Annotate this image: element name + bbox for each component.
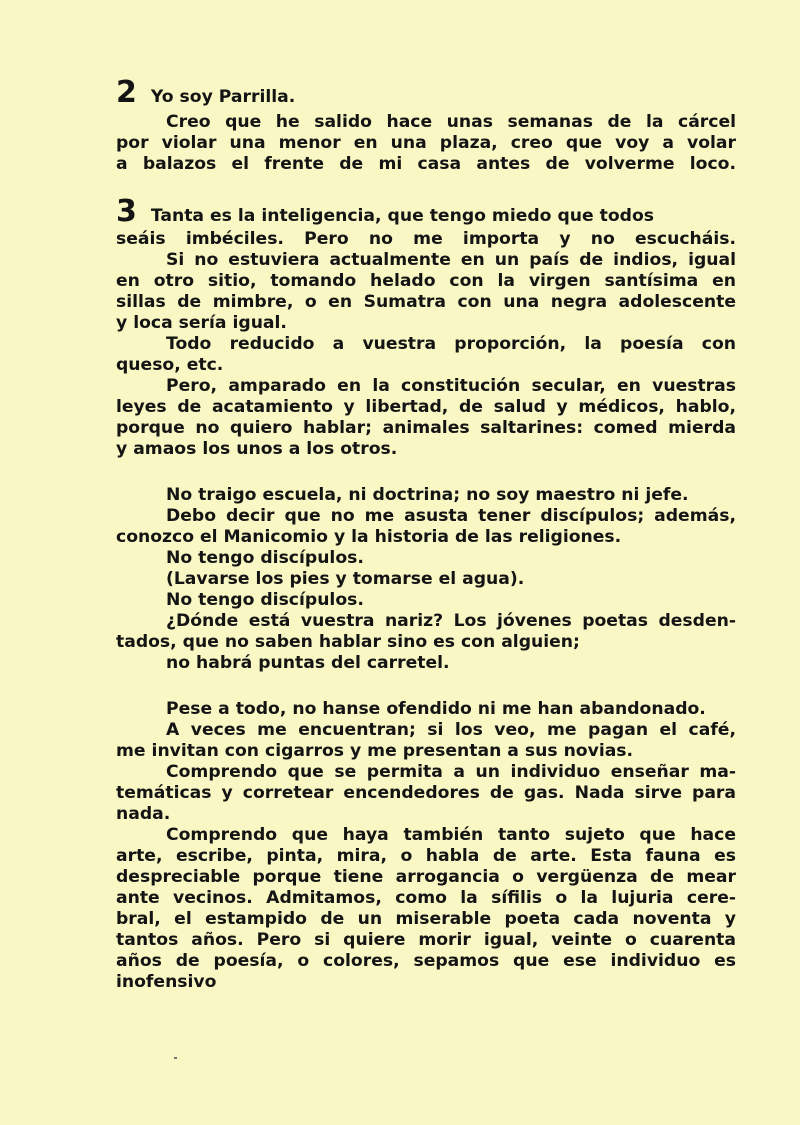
section-2-heading-line: [116, 74, 736, 112]
text-line: tados, que no saben hablar sino es con alguien;: [116, 632, 580, 652]
paper-speck: [174, 1057, 177, 1059]
text-line: No traigo escuela, ni doctrina; no soy maestro ni jefe.: [166, 485, 689, 505]
text-line: despreciable porque tiene arrogancia o vergüenza de mear: [116, 867, 736, 887]
text-line: A veces me encuentran; si los veo, me pagan el café,: [166, 720, 736, 740]
section-heading: Tanta es la inteligencia, que tengo miedo que todos: [150, 206, 655, 226]
text-line: nada.: [116, 804, 171, 824]
text-line: me invitan con cigarros y me presentan a sus novias.: [116, 741, 634, 761]
paragraph-block-2: [116, 485, 736, 674]
text-line: años de poesía, o colores, sepamos que ese individuo es: [116, 951, 736, 971]
poem-text: [116, 74, 736, 993]
text-line: Creo que he salido hace unas semanas de la cárcel: [166, 112, 736, 132]
text-line: queso, etc.: [116, 355, 224, 375]
text-line: Si no estuviera actualmente en un país de indios, igual: [166, 250, 736, 270]
text-line: no habrá puntas del carretel.: [166, 653, 450, 673]
paragraph-gap: [116, 674, 736, 699]
text-line: bral, el estampido de un miserable poeta cada noventa y: [116, 909, 736, 929]
text-line: conozco el Manicomio y la historia de las religiones.: [116, 527, 622, 547]
text-line: Debo decir que no me asusta tener discípulos; además,: [166, 506, 736, 526]
text-line: (Lavarse los pies y tomarse el agua).: [166, 569, 525, 589]
text-line: No tengo discípulos.: [166, 548, 364, 568]
paragraph-gap: [116, 460, 736, 485]
text-line: Pero, amparado en la constitución secular, en vuestras: [166, 376, 736, 396]
text-line: en otro sitio, tomando helado con la virgen santísima en: [116, 271, 736, 291]
text-line: No tengo discípulos.: [166, 590, 364, 610]
text-line: porque no quiero hablar; animales saltarines: comed mierda: [116, 418, 736, 438]
text-line: ante vecinos. Admitamos, como la sífilis o la lujuria cere-: [116, 888, 736, 908]
section-2: [116, 74, 736, 175]
section-3: [116, 195, 736, 460]
text-line: seáis imbéciles. Pero no me importa y no escucháis.: [116, 229, 736, 249]
text-line: arte, escribe, pinta, mira, o habla de arte. Esta fauna es: [116, 846, 736, 866]
text-line: tantos años. Pero si quiere morir igual, veinte o cuarenta: [116, 930, 736, 950]
text-line: inofensivo: [116, 972, 217, 992]
text-line: leyes de acatamiento y libertad, de salud y médicos, hablo,: [116, 397, 736, 417]
section-number: 2: [116, 75, 137, 110]
text-line: a balazos el frente de mi casa antes de volverme loco.: [116, 154, 736, 174]
text-line: sillas de mimbre, o en Sumatra con una negra adolescente: [116, 292, 736, 312]
text-line: Pese a todo, no hanse ofendido ni me han abandonado.: [166, 699, 706, 719]
text-line: Todo reducido a vuestra proporción, la poesía con: [166, 334, 736, 354]
text-line: Comprendo que se permita a un individuo enseñar ma-: [166, 762, 736, 782]
text-line: temáticas y corretear encendedores de gas. Nada sirve para: [116, 783, 736, 803]
paragraph-block-3: [116, 699, 736, 993]
text-line: y loca sería igual.: [116, 313, 287, 333]
text-line: ¿Dónde está vuestra nariz? Los jóvenes poetas desden-: [166, 611, 736, 631]
text-line: y amaos los unos a los otros.: [116, 439, 398, 459]
section-3-heading-line: [116, 195, 736, 229]
text-line: por violar una menor en una plaza, creo que voy a volar: [116, 133, 736, 153]
section-number: 3: [116, 194, 137, 229]
section-heading: Yo soy Parrilla.: [150, 87, 296, 107]
text-line: Comprendo que haya también tanto sujeto que hace: [166, 825, 736, 845]
